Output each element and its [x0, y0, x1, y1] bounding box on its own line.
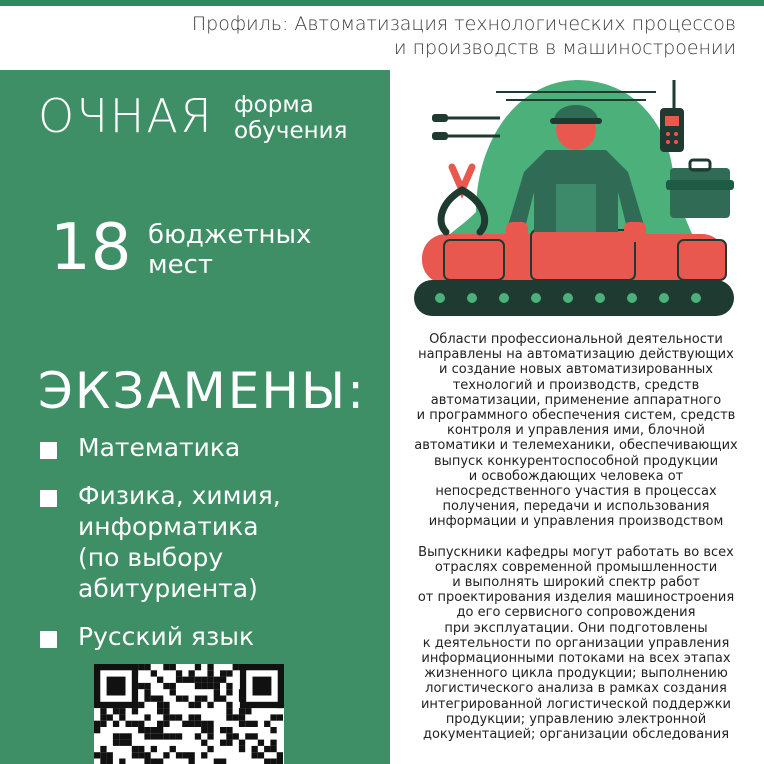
budget-places-caption	[148, 220, 368, 280]
description-line: к деятельности по организации управления	[422, 635, 730, 651]
description-line: от проектирования изделия машиностроения	[417, 590, 735, 606]
description-line: и освобождающих человека от	[468, 468, 684, 484]
study-form-caption-line-2: обучения	[234, 118, 348, 144]
description-paragraph-2	[404, 545, 748, 743]
square-bullet-icon	[40, 442, 57, 459]
qr-code[interactable]	[94, 664, 284, 764]
description-line: Области профессиональной деятельности	[429, 332, 723, 347]
description-line: и программного обеспечения систем, средств	[416, 408, 736, 424]
exam-item-line: Русский язык	[78, 622, 255, 651]
box-left	[444, 240, 504, 280]
exam-item	[40, 480, 380, 604]
description-line: документацией; организации обследования	[422, 727, 730, 743]
description-line: информационными потоками на всех этапах	[421, 651, 731, 667]
budget-places-line-1: бюджетных	[148, 220, 312, 250]
worker-left-glove	[506, 222, 528, 242]
profile-heading	[96, 12, 736, 60]
exam-item-line: информатика	[78, 512, 259, 541]
description-line: Выпускники кафедры могут работать во всех	[418, 544, 734, 560]
description-line: выпуск конкурентоспособной продукции	[433, 453, 719, 469]
description-line: до его сервисного сопровождения	[456, 605, 696, 621]
exam-item	[40, 621, 380, 652]
description-line: автоматики и телемеханики, обеспечивающих	[414, 438, 738, 454]
exams-title: ЭКЗАМЕНЫ:	[38, 362, 366, 420]
worker-overalls	[556, 184, 596, 232]
square-bullet-icon	[40, 631, 57, 648]
box-center	[531, 230, 635, 280]
description-line: продукции; управлению электронной	[445, 711, 707, 727]
walkie-talkie-icon	[660, 80, 684, 152]
description-line: информации и управления производством	[428, 514, 724, 530]
description-line: интегрированной логистической поддержки	[420, 696, 732, 712]
exam-item-line: Физика, химия,	[78, 481, 281, 510]
description-text	[404, 332, 748, 757]
profile-line-2: и производств в машиностроении	[394, 37, 736, 59]
conveyor-icon	[414, 280, 734, 316]
description-line: получения, передачи и использования	[442, 499, 710, 515]
budget-places-line-2: мест	[148, 250, 214, 280]
description-line: непосредственного участия в процессах	[435, 484, 717, 500]
description-line: при эксплуатации. Они подготовлены	[444, 620, 708, 636]
study-form-caption	[234, 92, 384, 144]
exam-list	[40, 432, 380, 669]
description-line: отраслях современной промышленности	[434, 559, 718, 575]
study-form-caption-line-1: форма	[234, 92, 314, 118]
box-right	[678, 240, 726, 280]
profile-line-1: Профиль: Автоматизация технологических процессов	[191, 13, 736, 35]
worker-illustration	[406, 72, 742, 322]
qr-code-icon	[94, 664, 284, 764]
top-accent-strip	[0, 0, 764, 6]
worker-helmet-brim	[550, 118, 602, 124]
description-line: технологий и производств, средств	[452, 377, 700, 393]
description-line: жизненного цикла продукции; выполнению	[424, 666, 728, 682]
description-paragraph-1	[404, 332, 748, 530]
exam-item-line: (по выбору	[78, 543, 224, 572]
worker-right-glove	[624, 222, 646, 242]
screwdriver-icon	[432, 114, 500, 140]
exam-item-line: Математика	[78, 433, 241, 462]
description-line: и выполнять широкий спектр работ	[452, 575, 700, 591]
square-bullet-icon	[40, 490, 57, 507]
description-line: контроля и управления ими, блочной	[446, 423, 706, 439]
exam-item	[40, 432, 380, 463]
toolbox-icon	[666, 160, 734, 218]
budget-places-count: 18	[50, 211, 132, 285]
description-line: автоматизации, применение аппаратного	[430, 392, 722, 408]
exam-item-line: абитуриента)	[78, 574, 258, 603]
study-form-title: ОЧНАЯ	[38, 89, 214, 143]
description-line: и создание новых автоматизированных	[439, 362, 713, 378]
description-line: направлены на автоматизацию действующих	[418, 347, 734, 363]
description-line: логистического анализа в рамках создания	[425, 681, 727, 697]
